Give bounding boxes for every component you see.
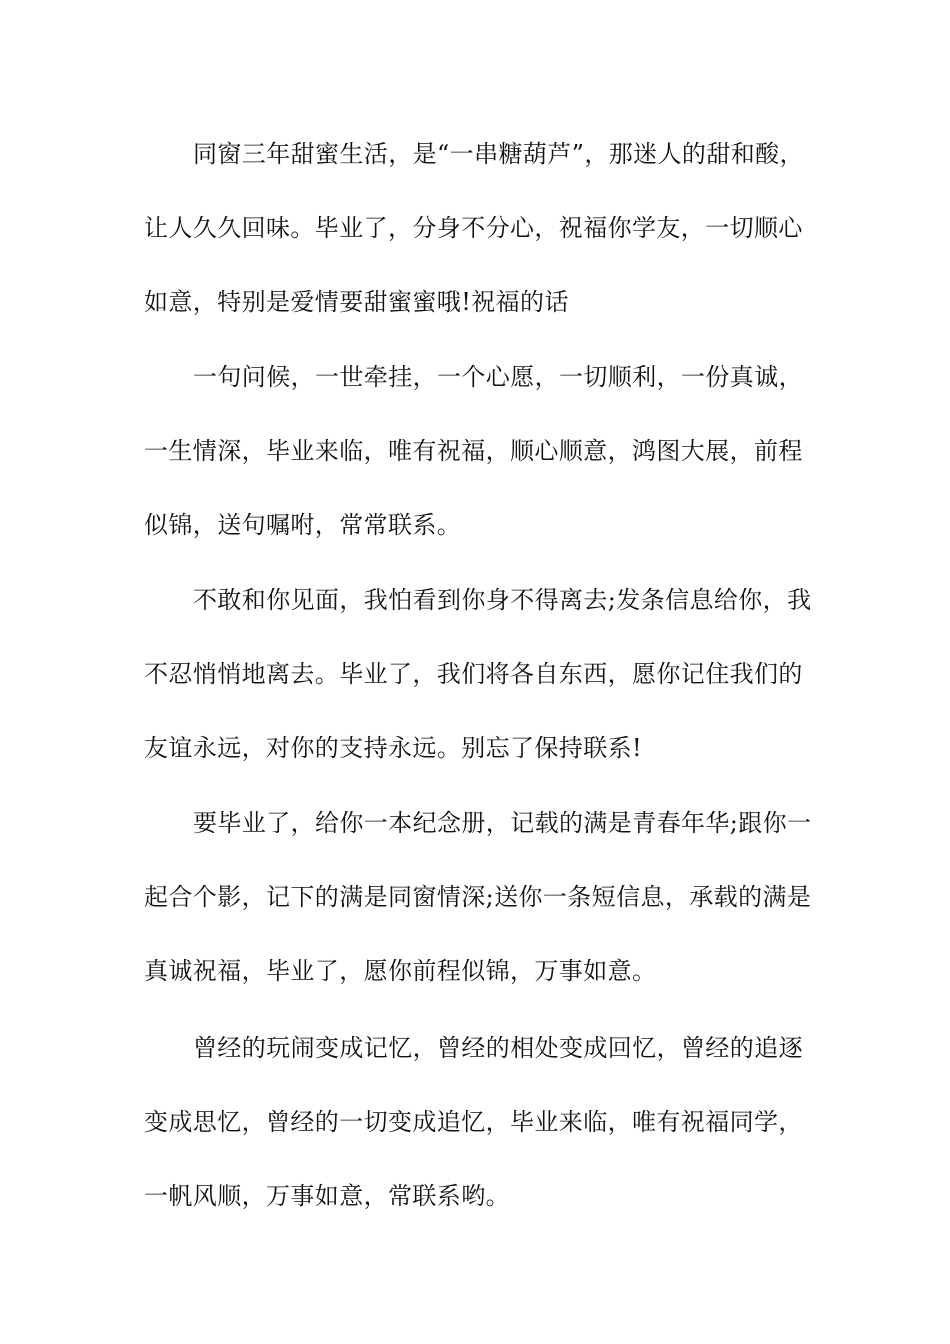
paragraph-4-line-2: 起合个影，记下的满是同窗情深;送你一条短信息，承载的满是 (144, 883, 812, 911)
paragraph-2-line-1: 一句问候，一世牵挂，一个心愿，一切顺利，一份真诚， (193, 363, 803, 391)
paragraph-2-line-3: 似锦，送句嘱咐，常常联系。 (144, 511, 462, 539)
paragraph-4-line-1: 要毕业了，给你一本纪念册，记载的满是青春年华;跟你一 (193, 809, 812, 837)
paragraph-4-line-3: 真诚祝福，毕业了，愿你前程似锦，万事如意。 (144, 957, 657, 985)
paragraph-5-line-2: 变成思忆，曾经的一切变成追忆，毕业来临，唯有祝福同学， (144, 1108, 803, 1136)
paragraph-3-line-3: 友谊永远，对你的支持永远。别忘了保持联系! (144, 734, 643, 762)
paragraph-2-line-2: 一生情深，毕业来临，唯有祝福，顺心顺意，鸿图大展，前程 (144, 437, 803, 465)
paragraph-5-line-3: 一帆风顺，万事如意，常联系哟。 (144, 1182, 510, 1210)
paragraph-1-line-1: 同窗三年甜蜜生活，是“一串糖葫芦”，那迷人的甜和酸， (193, 140, 804, 168)
paragraph-5-line-1: 曾经的玩闹变成记忆，曾经的相处变成回忆，曾经的追逐 (193, 1034, 803, 1062)
paragraph-1-line-2: 让人久久回味。毕业了，分身不分心，祝福你学友，一切顺心 (144, 214, 803, 242)
paragraph-3-line-2: 不忍悄悄地离去。毕业了，我们将各自东西，愿你记住我们的 (144, 660, 803, 688)
paragraph-1-line-3: 如意，特别是爱情要甜蜜蜜哦!祝福的话 (144, 288, 569, 316)
paragraph-3-line-1: 不敢和你见面，我怕看到你身不得离去;发条信息给你，我 (193, 586, 812, 614)
